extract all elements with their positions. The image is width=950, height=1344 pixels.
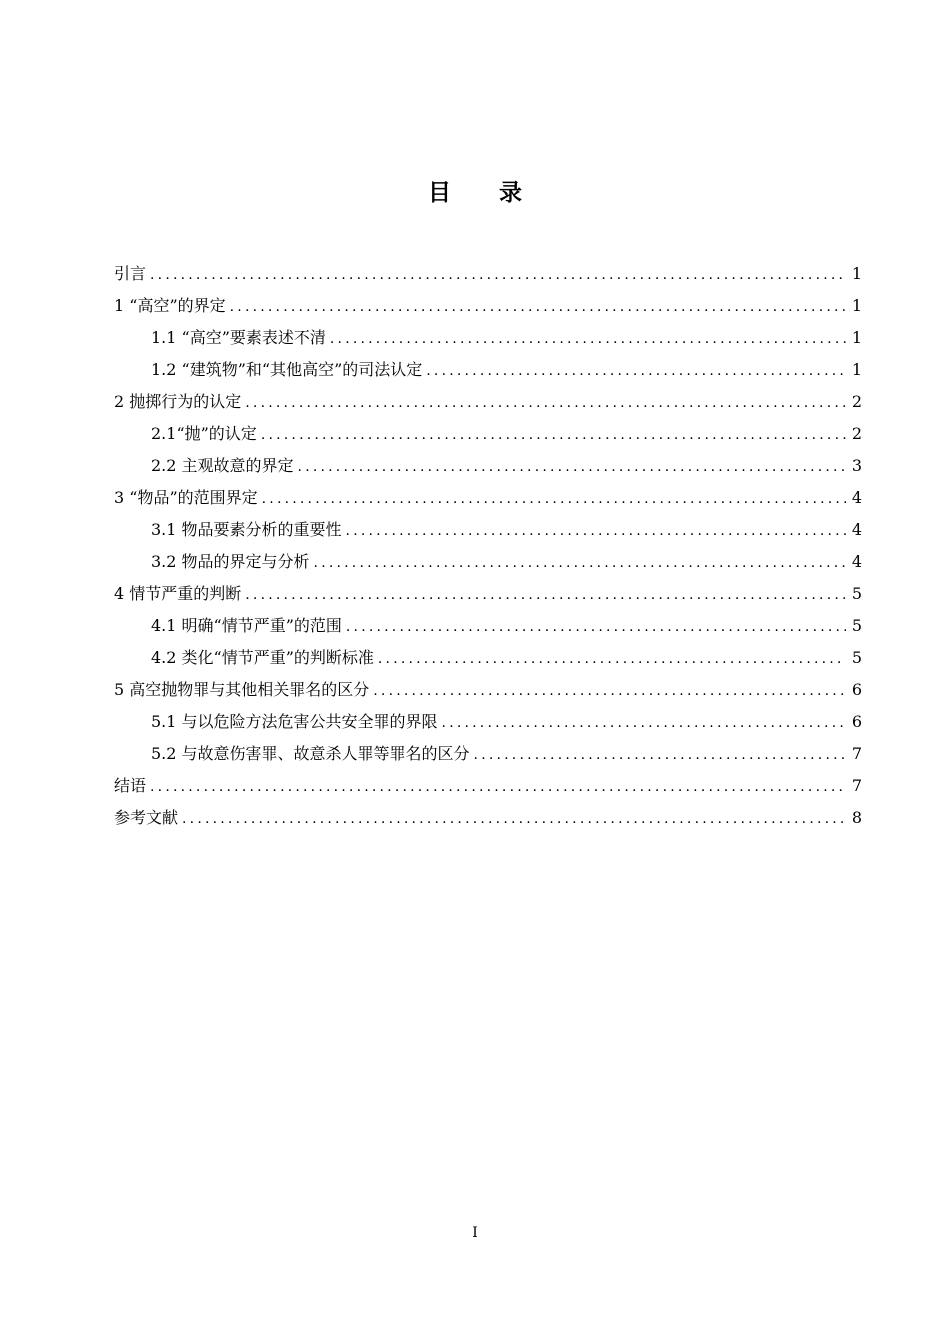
toc-entry[interactable]	[114, 482, 862, 514]
toc-dot-leader	[314, 547, 846, 579]
toc-dot-leader	[245, 387, 846, 419]
toc-entry-label: 3.1 物品要素分析的重要性	[151, 520, 342, 539]
toc-entry[interactable]	[114, 802, 862, 834]
toc-entry-label: 5 高空抛物罪与其他相关罪名的区分	[114, 680, 370, 699]
toc-entry-label: 引言	[114, 264, 147, 283]
toc-entry-page: 2	[851, 392, 862, 411]
toc-entry-page: 1	[851, 328, 862, 347]
toc-entry-label: 2.1“抛”的认定	[151, 424, 257, 443]
page-number: I	[472, 1225, 478, 1241]
toc-entry-page: 4	[851, 552, 862, 571]
toc-dot-leader	[442, 707, 846, 739]
toc-entry-label: 结语	[114, 776, 147, 795]
toc-entry[interactable]	[114, 290, 862, 322]
toc-entry[interactable]	[114, 738, 862, 770]
toc-entry-page: 8	[851, 808, 862, 827]
toc-entry-page: 7	[851, 776, 862, 795]
toc-entry[interactable]	[114, 706, 862, 738]
toc-entry-label: 5.2 与故意伤害罪、故意杀人罪等罪名的区分	[151, 744, 470, 763]
toc-entry-page: 4	[851, 488, 862, 507]
toc-dot-leader	[330, 323, 846, 355]
toc-dot-leader	[245, 579, 846, 611]
toc-entry-label: 4 情节严重的判断	[114, 584, 242, 603]
toc-entry[interactable]	[114, 258, 862, 290]
toc-entry-label: 2 抛掷行为的认定	[114, 392, 242, 411]
toc-dot-leader	[150, 771, 846, 803]
toc-entry-label: 4.1 明确“情节严重”的范围	[151, 616, 342, 635]
toc-dot-leader	[150, 259, 846, 291]
toc-entry-page: 1	[851, 360, 862, 379]
toc-entry-label: 5.1 与以危险方法危害公共安全罪的界限	[151, 712, 438, 731]
toc-entry-page: 4	[851, 520, 862, 539]
toc-entry-page: 5	[851, 584, 862, 603]
toc-entry-label: 参考文献	[114, 808, 179, 827]
toc-dot-leader	[373, 675, 846, 707]
toc-entry-page: 5	[851, 616, 862, 635]
toc-entry-page: 3	[851, 456, 862, 475]
toc-dot-leader	[230, 291, 846, 323]
toc-dot-leader	[261, 419, 846, 451]
toc-entry[interactable]	[114, 546, 862, 578]
toc-entry-label: 2.2 主观故意的界定	[151, 456, 294, 475]
toc-entry[interactable]	[114, 322, 862, 354]
toc-entry[interactable]	[114, 386, 862, 418]
toc-entry-label: 1 “高空”的界定	[114, 296, 226, 315]
toc-entry-page: 7	[851, 744, 862, 763]
toc-entry[interactable]	[114, 770, 862, 802]
toc-entry-page: 5	[851, 648, 862, 667]
toc-entry-label: 1.2 “建筑物”和“其他高空”的司法认定	[151, 360, 423, 379]
toc-entry[interactable]	[114, 674, 862, 706]
toc-dot-leader	[346, 611, 846, 643]
toc-dot-leader	[262, 483, 846, 515]
toc-entry[interactable]	[114, 354, 862, 386]
toc-entry[interactable]	[114, 578, 862, 610]
toc-entry[interactable]	[114, 642, 862, 674]
toc-entry-label: 1.1 “高空”要素表述不清	[151, 328, 326, 347]
toc-dot-leader	[426, 355, 846, 387]
toc-entry[interactable]	[114, 450, 862, 482]
toc-entry-page: 1	[851, 264, 862, 283]
toc-dot-leader	[378, 643, 846, 675]
toc-entry-page: 2	[851, 424, 862, 443]
toc-dot-leader	[298, 451, 846, 483]
toc-entry-label: 3 “物品”的范围界定	[114, 488, 258, 507]
toc-dot-leader	[474, 739, 846, 771]
toc-entry[interactable]	[114, 418, 862, 450]
toc-entry-page: 1	[851, 296, 862, 315]
toc-entry[interactable]	[114, 514, 862, 546]
toc-dot-leader	[182, 803, 846, 835]
toc-entry-page: 6	[851, 680, 862, 699]
toc-dot-leader	[346, 515, 846, 547]
table-of-contents	[114, 258, 862, 834]
toc-entry[interactable]	[114, 610, 862, 642]
toc-entry-page: 6	[851, 712, 862, 731]
toc-entry-label: 3.2 物品的界定与分析	[151, 552, 310, 571]
toc-entry-label: 4.2 类化“情节严重”的判断标准	[151, 648, 374, 667]
page-title: 目 录	[427, 180, 542, 206]
